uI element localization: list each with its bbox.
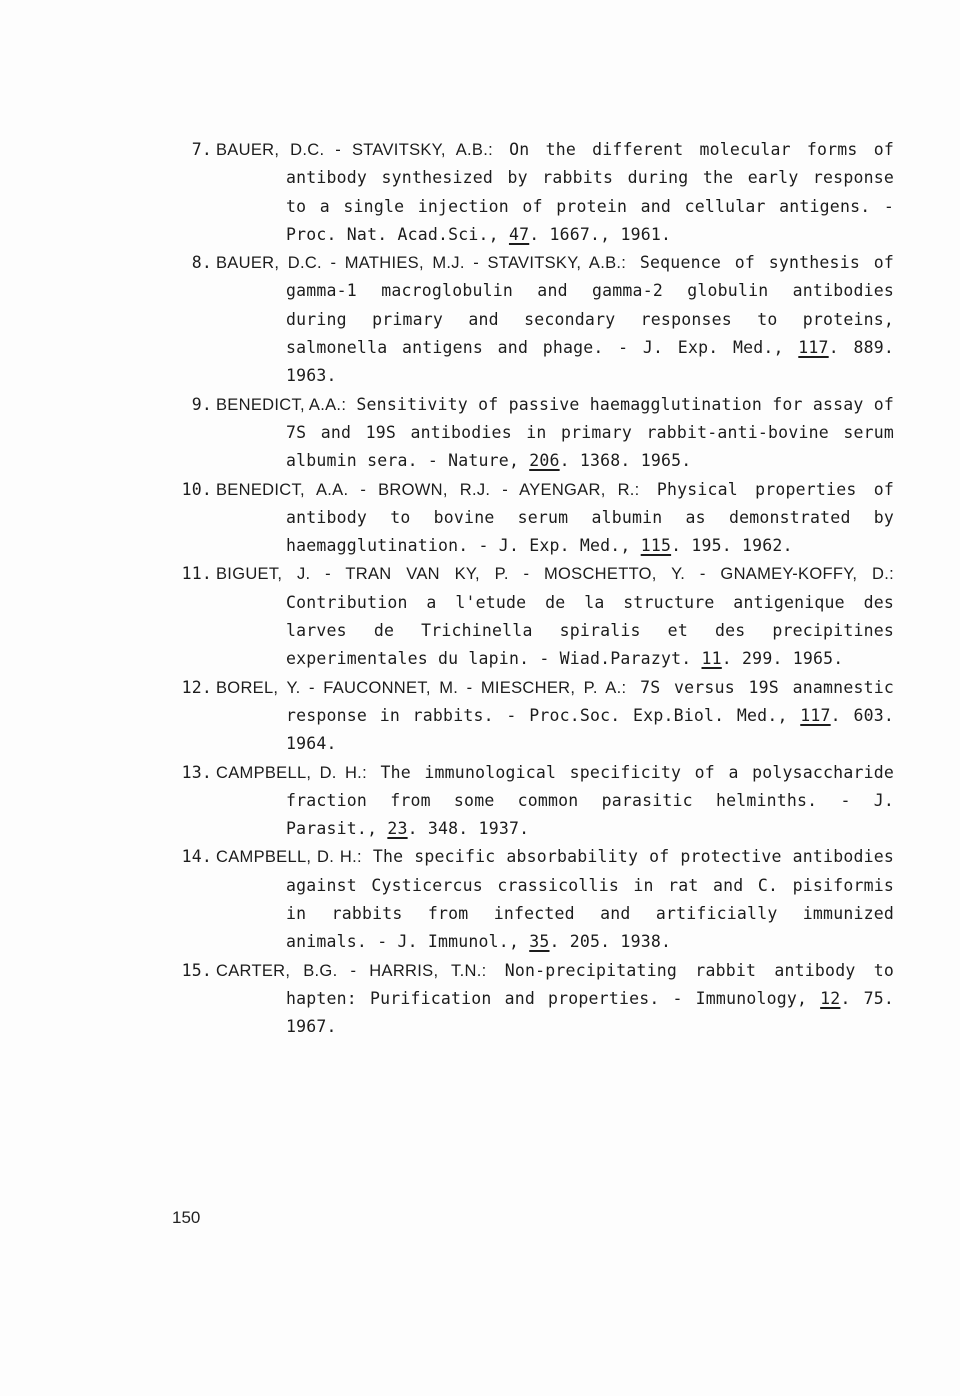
reference-text: Sensitivity of passive haemagglutination for assay of 7S and 19S antibodies in primary rabbit-anti-bovine serum albumin sera. - Nature, xyxy=(286,394,894,471)
reference-number: 8. xyxy=(191,253,212,273)
reference-tail: . 195. 1962. xyxy=(671,536,793,556)
reference-body xyxy=(216,957,894,1042)
reference-body xyxy=(216,391,894,476)
reference-item xyxy=(170,560,894,673)
reference-volume: 12 xyxy=(820,988,841,1008)
reference-tail: . 205. 1938. xyxy=(549,932,672,952)
reference-volume: 117 xyxy=(798,338,829,358)
reference-volume: 47 xyxy=(508,224,530,244)
reference-authors: BENEDICT, A.A.: xyxy=(216,395,347,414)
reference-tail: . 348. 1937. xyxy=(407,819,530,839)
reference-item xyxy=(170,759,894,844)
reference-body xyxy=(216,136,894,249)
reference-authors: BIGUET, J. - TRAN VAN KY, P. - MOSCHETTO, Y. - GNAMEY-KOFFY, D.: xyxy=(216,565,894,584)
reference-text: The specific absorbability of protective antibodies against Cysticercus crassicollis in rat and C. pisiformis in rabbits from infected and artificially immunized animals. - J. Immunol., xyxy=(286,847,894,952)
reference-tail: . 1667., 1961. xyxy=(529,224,672,244)
reference-number: 12. xyxy=(181,677,212,697)
reference-list xyxy=(170,136,894,1042)
reference-item xyxy=(170,843,894,956)
reference-item xyxy=(170,476,894,561)
reference-text: Physical properties of antibody to bovine serum albumin as demonstrated by haemagglutination. - J. Exp. Med., xyxy=(286,479,894,556)
reference-authors: BAUER, D.C. - STAVITSKY, A.B.: xyxy=(216,141,494,159)
reference-number: 15. xyxy=(181,960,212,980)
reference-authors: BAUER, D.C. - MATHIES, M.J. - STAVITSKY, A.B.: xyxy=(216,254,627,273)
reference-text: Sequence of synthesis of gamma-1 macroglobulin and gamma-2 globulin antibodies during primary and secondary responses to proteins, salmonella antigens and phage. - J. Exp. Med., xyxy=(286,253,894,358)
reference-number: 10. xyxy=(181,479,212,499)
reference-body xyxy=(216,560,894,673)
reference-volume: 11 xyxy=(701,649,722,669)
reference-body xyxy=(216,249,894,390)
reference-body xyxy=(216,843,894,956)
reference-tail: . 603. 1964. xyxy=(286,705,894,754)
page-number: 150 xyxy=(172,1208,201,1227)
reference-volume: 115 xyxy=(640,536,672,556)
reference-authors: CAMPBELL, D. H.: xyxy=(216,763,367,782)
reference-number: 11. xyxy=(181,564,212,584)
reference-number: 9. xyxy=(191,394,212,414)
reference-text: Non-precipitating rabbit antibody to hapten: Purification and properties. - Immunology, xyxy=(286,960,894,1008)
reference-text: The immunological specificity of a polysaccharide fraction from some common parasitic helminths. - J. Parasit., xyxy=(286,762,894,839)
reference-volume: 35 xyxy=(529,932,550,952)
reference-tail: . 75. 1967. xyxy=(286,988,894,1037)
reference-text: Contribution a l'etude de la structure antigenique des larves de Trichinella spiralis et des precipitines experimentales du lapin. - Wiad.Parazyt. xyxy=(286,592,894,669)
reference-authors: BENEDICT, A.A. - BROWN, R.J. - AYENGAR, R.: xyxy=(216,480,640,499)
reference-number: 13. xyxy=(181,762,212,782)
reference-tail: . 299. 1965. xyxy=(721,649,844,669)
reference-number: 14. xyxy=(181,847,212,867)
reference-text: On the different molecular forms of antibody synthesized by rabbits during the early response to a single injection of protein and cellular antigens. - Proc. Nat. Acad.Sci., xyxy=(286,140,894,244)
reference-body xyxy=(216,674,894,759)
reference-authors: CAMPBELL, D. H.: xyxy=(216,848,362,867)
reference-authors: CARTER, B.G. - HARRIS, T.N.: xyxy=(216,961,487,980)
reference-volume: 206 xyxy=(529,451,560,471)
reference-volume: 23 xyxy=(387,819,408,839)
reference-tail: . 889. 1963. xyxy=(286,338,894,386)
reference-item xyxy=(170,674,894,759)
reference-body xyxy=(216,476,894,561)
reference-tail: . 1368. 1965. xyxy=(559,451,692,471)
reference-body xyxy=(216,759,894,844)
reference-volume: 117 xyxy=(800,705,831,725)
reference-item xyxy=(170,391,894,476)
reference-item xyxy=(170,957,894,1042)
reference-item xyxy=(170,136,894,249)
reference-text: 7S versus 19S anamnestic response in rabbits. - Proc.Soc. Exp.Biol. Med., xyxy=(286,677,894,725)
reference-item xyxy=(170,249,894,390)
reference-authors: BOREL, Y. - FAUCONNET, M. - MIESCHER, P. A.: xyxy=(216,678,627,697)
reference-number: 7. xyxy=(191,140,212,159)
